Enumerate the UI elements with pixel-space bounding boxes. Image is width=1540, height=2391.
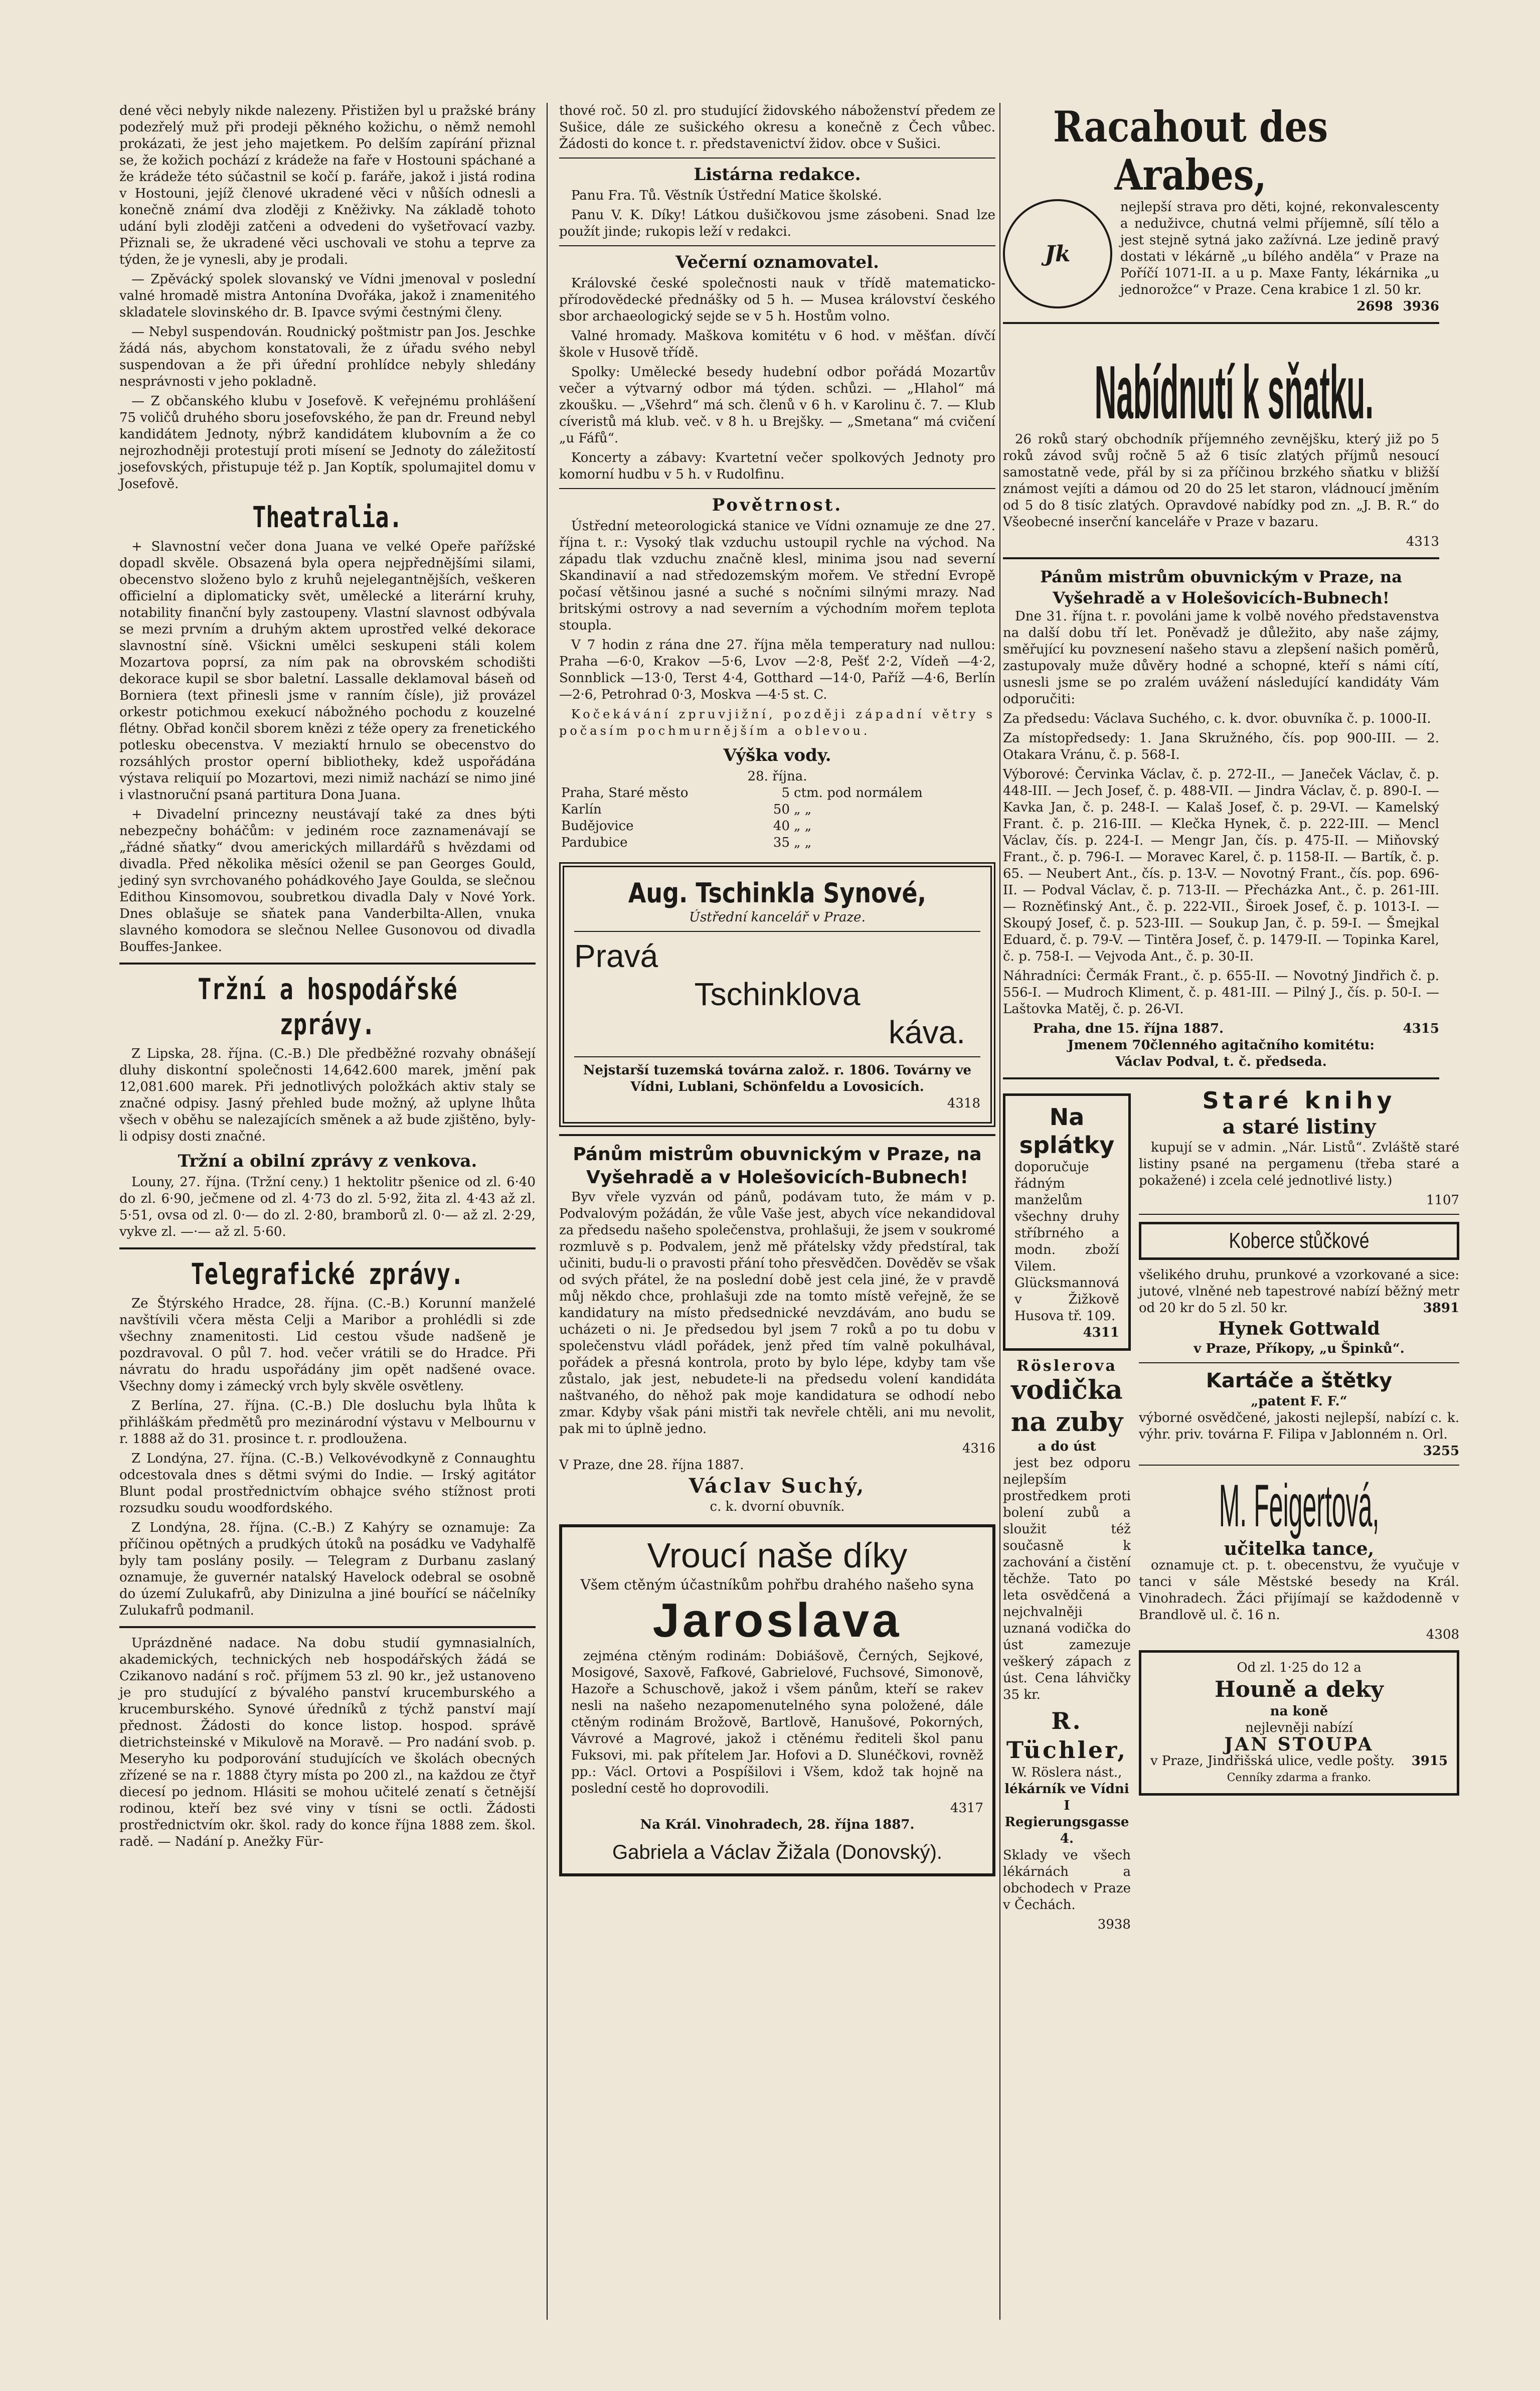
ad-subtitle: „patent F. F.“ <box>1251 1394 1347 1409</box>
water-table-row <box>559 785 995 802</box>
thanks-text: zejména ctěným rodinám: Dobiášově, Černých, Sejkové, Mosigové, Saxově, Fafkové, Gabrielové, Fuchsové, Simonově, Hazoře a Schuschově, jakož i všem pánům, kteří se rakev nesli na našeho nezapomenutelného syna položené, dále ctěným rodinám Brožově, Bartlově, Hanušové, Pokorných, Vávrové a Magrové, jakož i ctěnému řediteli škol panu Fuksovi, mi. pak přítelem Jar. Hofovi a D. Slunéčkovi, rovněž pp.: Václ. Ortovi a Pospíšilovi i Všem, kdož tak hojně na poslední cestě ho doprovodili. <box>571 1649 983 1796</box>
water-cell-val: 50 <box>773 802 790 817</box>
notice-text: Náhradníci: Čermák Frant., č. p. 655-II. — Novotný Jindřich č. p. 556-I. — Mudroch Kliment, č. p. 481-III. — Pilný J., čís. p. 50-I. — Laštovka Matěj, č. p. 26-VI. <box>1003 969 1439 1017</box>
thanks-subtitle: Všem ctěným účastníkům pohřbu drahého našeho syna <box>580 1576 974 1593</box>
ad-number: 3936 <box>1403 299 1439 314</box>
notice-title: Pánům mistrům obuvnickým v Praze, na Vyšehradě a v Holešovicích-Bubnech! <box>1040 567 1402 607</box>
ad-number: 4313 <box>1406 534 1439 549</box>
section-title-weather: Povětrnost. <box>712 495 843 515</box>
ad-number: 2698 <box>1356 299 1393 314</box>
article-text: Louny, 27. října. (Tržní ceny.) 1 hektolitr pšenice od zl. 6·40 do zl. 6·90, ječmene od zl. 4·73 do zl. 5·92, žita zl. 4·43 až zl. 5·51, ovsa od zl. 0·— do zl. 2·80, bramborů zl. 0·— až zl. 2·29, vykve zl. —·— až zl. 5·60. <box>119 1175 536 1239</box>
article-text: — Nebyl suspendován. Roudnický poštmistr pan Jos. Jeschke žádá nás, abychom konstatovali, že z úřadu svého nebyl suspendovan a že při úřední prohlídce nebyly shledány nesprávnosti v jeho pokladně. <box>119 325 536 389</box>
notice-signature: Václav Suchý, <box>689 1474 866 1498</box>
ad-koberce-header <box>1139 1222 1459 1260</box>
thanks-place: Na Král. Vinohradech, 28. října 1887. <box>640 1817 915 1832</box>
notice-signature-title: c. k. dvorní obuvník. <box>710 1499 845 1514</box>
notice-date-row <box>1003 1021 1439 1037</box>
article-text: Kočekávání zpruvjižní, později západní větry s počasím pochmurnějším a oblevou. <box>559 707 995 738</box>
ad-footer: Nejstarší tuzemská továrna založ. r. 1806. Továrny ve Vídni, Lublani, Schönfeldu a Lovosicích. <box>583 1063 972 1094</box>
water-table-row <box>559 835 995 851</box>
ad-text: jest bez odporu nejlepším prostředkem proti bolení zubů a sloužit též současně k zachování a čistění těchže. Tato po leta osvědčená a nejchvalněji uznaná vodička do úst zamezuje veškerý zápach z úst. Cena láhvičky 35 kr. <box>1003 1456 1131 1702</box>
divider <box>119 1626 536 1628</box>
water-cell-unit: „ „ <box>794 819 812 834</box>
divider <box>559 1134 995 1136</box>
notice-signature: Jmenem 70členného agitačního komitétu: <box>1068 1038 1375 1053</box>
article-text: thové roč. 50 zl. pro studující židovského náboženství předem ze Sušice, dále ze sušického okresu a konečně z Čech vůbec. Žádosti do konce t. r. představenictví židov. obce v Sušici. <box>559 103 995 151</box>
divider <box>1003 322 1439 324</box>
ad-splatky <box>1003 1093 1131 1351</box>
water-cell-val: 40 <box>773 819 790 834</box>
notice-date: V Praze, dne 28. října 1887. <box>559 1458 744 1473</box>
water-table-row <box>559 802 995 818</box>
ad-place: v Praze, Jindřišská ulice, vedle pošty. <box>1150 1754 1395 1769</box>
article-text: Z Londýna, 28. října. (C.-B.) Z Kahýry se oznamuje: Za příčinou opětných a prudkých útoků na posádku ve Vadyhalfě byly tam poslány posily. — Telegram z Durbanu zaslaný oznamuje, že guvernér natalský Havelock odebral se osobně do území Zulukafrů, aby Dinizulna a jiné bouřící se náčelníky Zulukafrů podmanil. <box>119 1520 536 1618</box>
notice-text: Dne 31. října t. r. povoláni jame k volbě nového představenstva na další dobu tří let. Poněvadž je důležito, aby naše zájmy, směřující ku povznesení našeho stavu a zlepšení našich poměrů, zastupovaly muže důvěry hodné a schopné, kteří s námi cítí, usnesli jsme se po zralém uvážení následující kandidáty Vám odporučiti: <box>1003 609 1439 707</box>
ad-number: 3938 <box>1097 1917 1131 1932</box>
ad-title: Staré knihy <box>1202 1087 1396 1114</box>
article-text: V 7 hodin z rána dne 27. října měla temperatury nad nullou: Praha —6·0, Krakov —5·6, Lvov —2·8, Pešť 2·2, Vídeň —4·2, Sonnblick —13·0, Terst 4·4, Gotthard —14·0, Paříž —4·6, Berlín —2·6, Petrohrad 0·3, Moskva —4·5 st. C. <box>559 637 995 702</box>
ad-text: oznamuje ct. p. t. obecenstvu, že vyučuje v tanci v sále Městské besedy na Král. Vinohradech. Žáci přijímají se každodenně v Brandlově ul. č. 16 n. <box>1138 1558 1460 1623</box>
ad-number: 4311 <box>1083 1325 1119 1340</box>
thanks-name: Jaroslava <box>652 1593 902 1647</box>
notice-signature-name: Václav Podval, t. č. předseda. <box>1115 1054 1327 1069</box>
ad-place: v Praze, Příkopy, „u Špinků“. <box>1193 1341 1405 1356</box>
water-cell-val: 5 <box>781 785 790 801</box>
article-text: Z Berlína, 27. října. (C.-B.) Dle dosluchu byla lhůta k přihláškám předmětů pro mezinárodní výstavu v Melbournu v r. 1888 až do 31. prosince t. r. prodloužena. <box>119 1398 536 1447</box>
notice-text: Za místopředsedy: 1. Jana Skružného, čís. pop 900-III. — 2. Otakara Vránu, č. p. 568-I. <box>1003 731 1439 762</box>
ad-text: doporučuje řádným manželům všechny druhy stříbrného a modn. zboží Vilem. Glücksmannová v Žižkově Husova tř. 109. <box>1014 1160 1119 1324</box>
ad-racahout <box>1003 199 1439 315</box>
article-text: Koncerty a zábavy: Kvartetní večer spolkových Jednoty pro komorní hudbu v 5 h. v Rudolfinu. <box>559 450 995 482</box>
ad-thanks <box>559 1524 995 1876</box>
article-text: Z Londýna, 27. října. (C.-B.) Velkovévodkyně z Connaughtu odcestovala dnes s dětmi svými do Indie. — Irský agitátor Blunt podal prostřednictvím obhajce svého stížnost proti rozsudku soudu woodfordského. <box>119 1451 536 1516</box>
ad-subtitle: Ústřední kancelář v Praze. <box>689 910 866 925</box>
article-text: Z Lipska, 28. října. (C.-B.) Dle předběžné rozvahy obnášejí dluhy diskontní společnosti 14,642.600 marek, jmění pak 12,081.600 marek. Při jednotlivých položkách aktiv staly se značné odpisy. Jasný přehled bude možný, až uplyne lhůta všech v oběhu se nalezajících směnek a až bude zjištěno, byly-li odpisy dosti značné. <box>119 1046 536 1144</box>
ad-houne <box>1139 1650 1459 1796</box>
water-table <box>559 785 995 851</box>
divider <box>559 157 995 158</box>
ad-subtitle: a staré listiny <box>1222 1115 1376 1139</box>
ad-line: káva. <box>889 1014 965 1050</box>
ad-title: M. Feigertová, <box>1219 1472 1380 1540</box>
divider <box>1139 1214 1459 1215</box>
water-cell-place: Praha, Staré město <box>561 785 689 801</box>
ad-rosler <box>1003 1358 1131 1933</box>
column-3 <box>1003 102 1460 1933</box>
ad-title: Na splátky <box>1019 1103 1115 1159</box>
divider <box>1003 557 1439 559</box>
article-text: — Z občanského klubu v Josefově. K veřejnému prohlášení 75 voličů druhého sboru josefovského, že pan dr. Freund nebyl kandidátem Jednoty, nýbrž kandidátem klubovním a že co nejrozhodněji protestují proti mísení se Jednoty do záležitostí josefovských, přistupuje též p. Jan Koptík, spolumajitel domu v Josefově. <box>119 394 536 492</box>
ad-text: Sklady ve všech lékárnách a obchodech v Praze v Čechách. <box>1003 1848 1131 1912</box>
section-title-market: Tržní a hospodářské zprávy. <box>198 972 457 1041</box>
water-date: 28. října. <box>747 769 807 784</box>
water-cell-place: Karlín <box>561 802 602 817</box>
article-text: Valné hromady. Maškova komitétu v 6 hod. v měšťan. dívčí škole v Husově třídě. <box>559 329 995 360</box>
water-cell-unit: „ „ <box>794 835 812 850</box>
section-title-telegraph: Telegrafické zprávy. <box>191 1257 464 1291</box>
water-cell-place: Pardubice <box>561 835 628 850</box>
ad-price: Od zl. 1·25 do 12 a <box>1237 1660 1361 1675</box>
notice-text: Za předsedu: Václava Suchého, c. k. dvor. obuvníka č. p. 1000-II. <box>1003 711 1431 726</box>
article-text: Panu Fra. Tů. Věstník Ústřední Matice školské. <box>571 188 882 203</box>
article-text: Panu V. K. Díky! Látkou dušičkovou jsme zásobeni. Snad lze použít jinde; rukopis leží v redakci. <box>559 208 995 239</box>
article-text: Uprázdněné nadace. Na dobu studií gymnasialních, akademických, technických neb hospodářských žádá se Czikanovo nadání s roč. příjmem 53 zl. 90 kr., jež ustanoveno je pro studující z bývalého panství krucemburského a krucemburského. Synové úředníků z týchž panství mají přednost. Žádosti do konce listop. hospod. správě dietrichsteinské v Mikulově na Moravě. — Pro nadání svob. p. Meseryho ku podporování studujících ve školách obecných zřízené se na r. 1888 čtyry místa po 200 zl., na každou ze čtyř diecesí po jednom. Hlásiti se mohou učitelé zenatí s četnější rodinou, kteří bez své viny v tísni se octli. Žádosti prostřednictvím okr. škol. rady do konce října 1888 zem. škol. radě. — Nadání p. Anežky Für- <box>119 1636 536 1849</box>
thanks-title: Vroucí naše díky <box>647 1536 908 1575</box>
ad-name: JAN STOUPA <box>1224 1734 1374 1755</box>
article-text: Spolky: Umělecké besedy hudební odbor pořádá Mozartův večer a výtvarný odbor má týden. schůzi. — „Hlahol“ má zkoušku. — „Všehrd“ má sch. členů v 6 h. v Karolinu č. 7. — Klub cíveristů má klub. več. v 8 h. u Brejšky. — „Smetana“ má cvičení „u Fáfů“. <box>559 365 995 446</box>
column-2 <box>559 103 995 1883</box>
water-cell-place: Budějovice <box>561 819 634 834</box>
ad-text: 26 roků starý obchodník příjemného zevnějšku, který již po 5 roků závod svůj ročně 5 až 6 tisíc zlatých příjmů nesoucí samostatně vede, přál by si za příčinou brzkého sňatku v bližší známost vejíti a dámou od 20 do 25 let staron, vládnoucí jměním od 5 do 8 tisíc zlatých. Opravdové nabídky pod zn. „J. B. R.“ do Všeobecné inserční kanceláře v Praze v bazaru. <box>1003 432 1439 530</box>
divider <box>1139 1362 1459 1363</box>
divider <box>574 931 980 932</box>
article-text: — Zpěvácký spolek slovanský ve Vídni jmenoval v poslední valné hromadě mistra Antonína Dvořáka, jakož i znamenitého skladatele slovinského dr. B. Ipavce svými čestnými členy. <box>119 272 536 320</box>
notice-number: 4315 <box>1403 1021 1439 1036</box>
ad-subtitle: na koně <box>1270 1704 1328 1719</box>
section-title-water: Výška vody. <box>723 745 831 765</box>
ad-marriage-title: Nabídnutí k sňatku. <box>1094 351 1374 435</box>
ad-number: 4318 <box>947 1096 980 1111</box>
subsection-title: Tržní a obilní zprávy z venkova. <box>178 1151 477 1171</box>
divider <box>574 1056 980 1057</box>
water-cell-unit: ctm. pod normálem <box>794 785 923 801</box>
ad-place: lékárník ve Vídni I Regierungsgasse 4. <box>1004 1782 1129 1846</box>
ad-text: kupují se v admin. „Nár. Listů“. Zvláště staré listiny psané na pergamenu (třeba staré a pokažené) i zcela celé jednotlivé listy.) <box>1138 1140 1460 1188</box>
ad-name: R. Tüchler, <box>1006 1707 1128 1764</box>
ad-name: Hynek Gottwald <box>1218 1318 1380 1339</box>
article-text: Ze Štýrského Hradce, 28. října. (C.-B.) Korunní manželé navštívili včera města Celji a Maribor a prohlédli si zde všechny znamenitosti. Lid cestou všude nadšeně je pozdravoval. O půl 7. hod. večer vrátili se do Hradce. Při návratu do hradu uspořádány jim opět nadšené ovace. Všechny domy i zámecký vrch byly skvěle osvětleny. <box>119 1296 536 1394</box>
ad-number: 4308 <box>1426 1627 1460 1642</box>
ad-text: všelikého druhu, prunkové a vzorkované a sice: jutové, vlněné neb tapestrové nabízí běžný metr od 20 kr do 5 zl. 50 kr. <box>1138 1267 1460 1316</box>
thanks-signature: Gabriela a Václav Žižala (Donovský). <box>612 1841 943 1863</box>
ad-firm: W. Röslera nást., <box>1011 1765 1122 1780</box>
ad-tschinkl <box>559 862 995 1127</box>
notice-text: Výborové: Červinka Václav, č. p. 272-II., — Janeček Václav, č. p. 448-III. — Jech Josef, č. p. 488-VII. — Jindra Václav, č. p. 890-I. — Kavka Jan, č. p. 248-I. — Kalaš Josef, č. p. 29-VI. — Kamelský Frant. č. p. 216-III. — Klečka Hynek, č. p. 222-III. — Mencl Václav, čís. p. 224-I. — Mengr Jan, čís. p. 475-II. — Miňovský Frant., č. p. 796-I. — Moravec Karel, č. p. 1158-II. — Bartík, č. p. 65. — Neubert Ant., čís. p. 13-V. — Novotný Frant., čís. pop. 696-II. — Podval Václav, č. p. 713-II. — Přecházka Ant., č. p. 261-III. — Rozněťinský Ant., č. p. 222-VII., Široek Josef, č. p. 1013-I. — Skoupý Josef, č. p. 523-III. — Soukup Jan, č. p. 59-I. — Šmejkal Eduard, č. p. 79-V. — Tintěra Josef, č. p. 1479-II. — Topinka Karel, č. p. 758-I. — Vejvoda Ant., č. p. 30-II. <box>1003 767 1439 964</box>
divider <box>119 1247 536 1249</box>
ad-title: Aug. Tschinkla Synové, <box>628 877 927 909</box>
divider <box>119 963 536 965</box>
water-cell-val: 35 <box>773 835 790 850</box>
article-text: + Slavnostní večer dona Juana ve velké Opeře pařížské dopadl skvěle. Obsazená byla opera nejpřednějšími silami, obecenstvo složeno bylo z kruhů nejelegantnějších, veškeren officielní a diplomaticky svět, umělecké a literární kruhy, notability finanční byly zastoupeny. Vlastní slavnost odbývala se mezi prvním a druhým aktem uprostřed velké dekorace slavnostní síně. Všickni umělci seskupeni stáli kolem Mozartova poprsí, za ním pak na obrovském schodišti dekorace kupil se sbor baletní. Lassalle deklamoval báseň od Borniera (text přinesli jsme v ranním čísle), již provázel orkestr potichmou exekucí nábožného pochodu z kouzelné flétny. Obřad končil sborem knězi z téže opery za frenetického potlesku obecenstva. V meziaktí hrnulo se obecenstvo do rozsáhlých prostor operní bibliotheky, kdež uspořádána výstava reliquií po Mozartovi, mezi nimiž nachází se nimo jiné i vlastnoruční psaná partitura Dona Juana. <box>119 539 536 803</box>
water-cell-unit: „ „ <box>794 802 812 817</box>
ad-line: Tschinklova <box>694 976 861 1012</box>
water-table-row <box>559 818 995 835</box>
article-text: dené věci nebyly nikde nalezeny. Přistižen byl u pražské brány podezřelý muž při prodeji pěkného kožichu, o němž nemohl prokázati, že jest jeho majetkem. Po delším zapírání přiznal se, že kožich pochází z krádeže na faře v Hostouni spáchané a že krádeže této súčastnil se kočí p. faráře, jakož i jistá rodina v Hostouni, jejíž členové ukradené věci v nůších odnesli a konečně známí dva zloději z Kněživky. Na základě tohoto udání byli zloději zatčeni a odvedeni do vyšetřovací vazby. Přiznali se, že ukradené věci uschovali ve stohu a teprve za týden, že je vynesli, aby je prodali. <box>119 103 536 267</box>
article-text: Královské české společnosti nauk v třídě matematicko-přírodovědecké přednášky od 5 h. — Musea království českého sbor archaeologický sejde se v 5 h. Hostům volno. <box>559 276 995 324</box>
ads-left <box>1003 1086 1131 1933</box>
ad-racahout-title: Racahout des Arabes, <box>1053 102 1328 200</box>
ad-number: 3891 <box>1423 1301 1460 1316</box>
ad-title: Röslerova <box>1016 1357 1117 1375</box>
ad-headline: vodička na zuby <box>1010 1375 1123 1438</box>
ads-right <box>1139 1086 1459 1933</box>
article-text: Ústřední meteorologická stanice ve Vídni oznamuje ze dne 27. října t. r.: Vysoký tlak vzduchu ustoupil rychle na východ. Na západu tlak vzduchu značně klesl, minima jsou nad severní Skandinavií a nad středozemským mořem. Ve střední Evropě počasí většinou jasné a suché s nočními silnými mrazy. Nad britskými ostrovy a nad severním a východním mořem teplota stoupla. <box>559 519 995 633</box>
notice-number: 4316 <box>962 1441 995 1456</box>
article-text: + Divadelní princezny neustávají také za dnes býti nebezpečny boháčům: v jediném roce zaznamenávají se „řádné sňatky“ dvou amerických millardářů s hvězdami od divadla. Před několika měsíci oženil se pan Georges Gould, jediný syn svrchovaného pohádkového Jaye Goulda, se slečnou Edithou Kinsomovou, soubretkou divadla Daly v Nové York. Dnes oblašuje se sňatek pana Vanderbilta-Allen, vnuka slavného komodora se slečnou Nellee Gusonovou od divadla Bouffes-Jankee. <box>119 807 536 954</box>
ads-row <box>1003 1086 1460 1933</box>
ad-number: 3255 <box>1423 1444 1460 1459</box>
ad-subtitle: nejlevněji nabízí <box>1245 1720 1353 1735</box>
ad-subtitle: učitelka tance, <box>1224 1538 1375 1559</box>
notice-date: Praha, dne 15. října 1887. <box>1033 1021 1224 1036</box>
ad-title: Kartáče a štětky <box>1206 1369 1393 1392</box>
ad-line: Pravá <box>574 938 658 974</box>
ad-text: výborné osvědčené, jakosti nejlepší, nabízí c. k. výhr. priv. továrna F. Filipa v Jablonném n. Orl. <box>1138 1410 1460 1442</box>
notice-title: Pánům mistrům obuvnickým v Praze, na Vyšehradě a v Holešovicích-Bubnech! <box>573 1144 982 1188</box>
divider <box>1003 1077 1439 1079</box>
ad-text: nejlepší strava pro děti, kojné, rekonvalescenty a neduživce, chutná velmi příjemně, sílí tělo a jest stejně sytná jako zažívná. Lze jedině pravý dostati v lékárně „u bílého anděla“ v Praze na Poříčí 1071-II. a u p. Maxe Fanty, lékárnika „u jednorožce“ v Praze. Cena krabice 1 zl. 50 kr. <box>1120 200 1439 297</box>
section-title-evening: Večerní oznamovatel. <box>675 252 879 272</box>
section-title-theatralia: Theatralia. <box>252 500 403 534</box>
column-rule <box>547 103 548 2320</box>
divider <box>559 245 995 246</box>
ad-number: 1107 <box>1426 1193 1460 1208</box>
thanks-number: 4317 <box>950 1801 983 1816</box>
ad-title: Houně a deky <box>1215 1677 1384 1702</box>
ad-number: 3915 <box>1411 1754 1448 1769</box>
notice-text: Byv vřele vyzván od pánů, podávam tuto, že mám v p. Podvalovým požádán, že vůle Vaše jest, abych více nekandidoval za předsedu našeho společenstva, prohlašuji, že jsem v soukromé rozmluvě s p. Podvalem, jenž mě přátelsky vždy předstíral, tak učiniti, budu-li o pravosti přání toho přesvědčen. Dověděv se však od svých přátel, že na poslední době jest cela jiné, že v pravdě můj někdo chce, prohlašuji zde na tomto místě veřejně, že se kandidatury na místo předsednické nevzdávám, ano budu se ucházeti o ni. Je předsedou byl jsem 7 roků a po tu dobu v společenstvu vládl pořádek, jenž před tím valně pokulhával, pořádek a přesná kontrola, proto by bylo lépe, kdyby tam vše zůstalo, jak jest, nebudete-li na předsedu volení kandidáta naštvaného, do něhož pak moje kandidatura se odhodí nebo zmar. Kdyby však páni mistři tak nevřele chtěli, ani mu nevolit, pak mi to úplně jedno. <box>559 1190 995 1437</box>
ad-footer: Cenníky zdarma a franko. <box>1227 1772 1372 1784</box>
ad-subtitle: a do úst <box>1038 1439 1096 1454</box>
column-rule <box>999 103 1000 2320</box>
ad-title: Koberce stůčkové <box>1229 1228 1370 1253</box>
seal-icon: Jk <box>1003 199 1112 308</box>
section-title-listarna: Listárna redakce. <box>694 165 861 185</box>
column-1 <box>119 103 536 1853</box>
divider <box>559 488 995 489</box>
